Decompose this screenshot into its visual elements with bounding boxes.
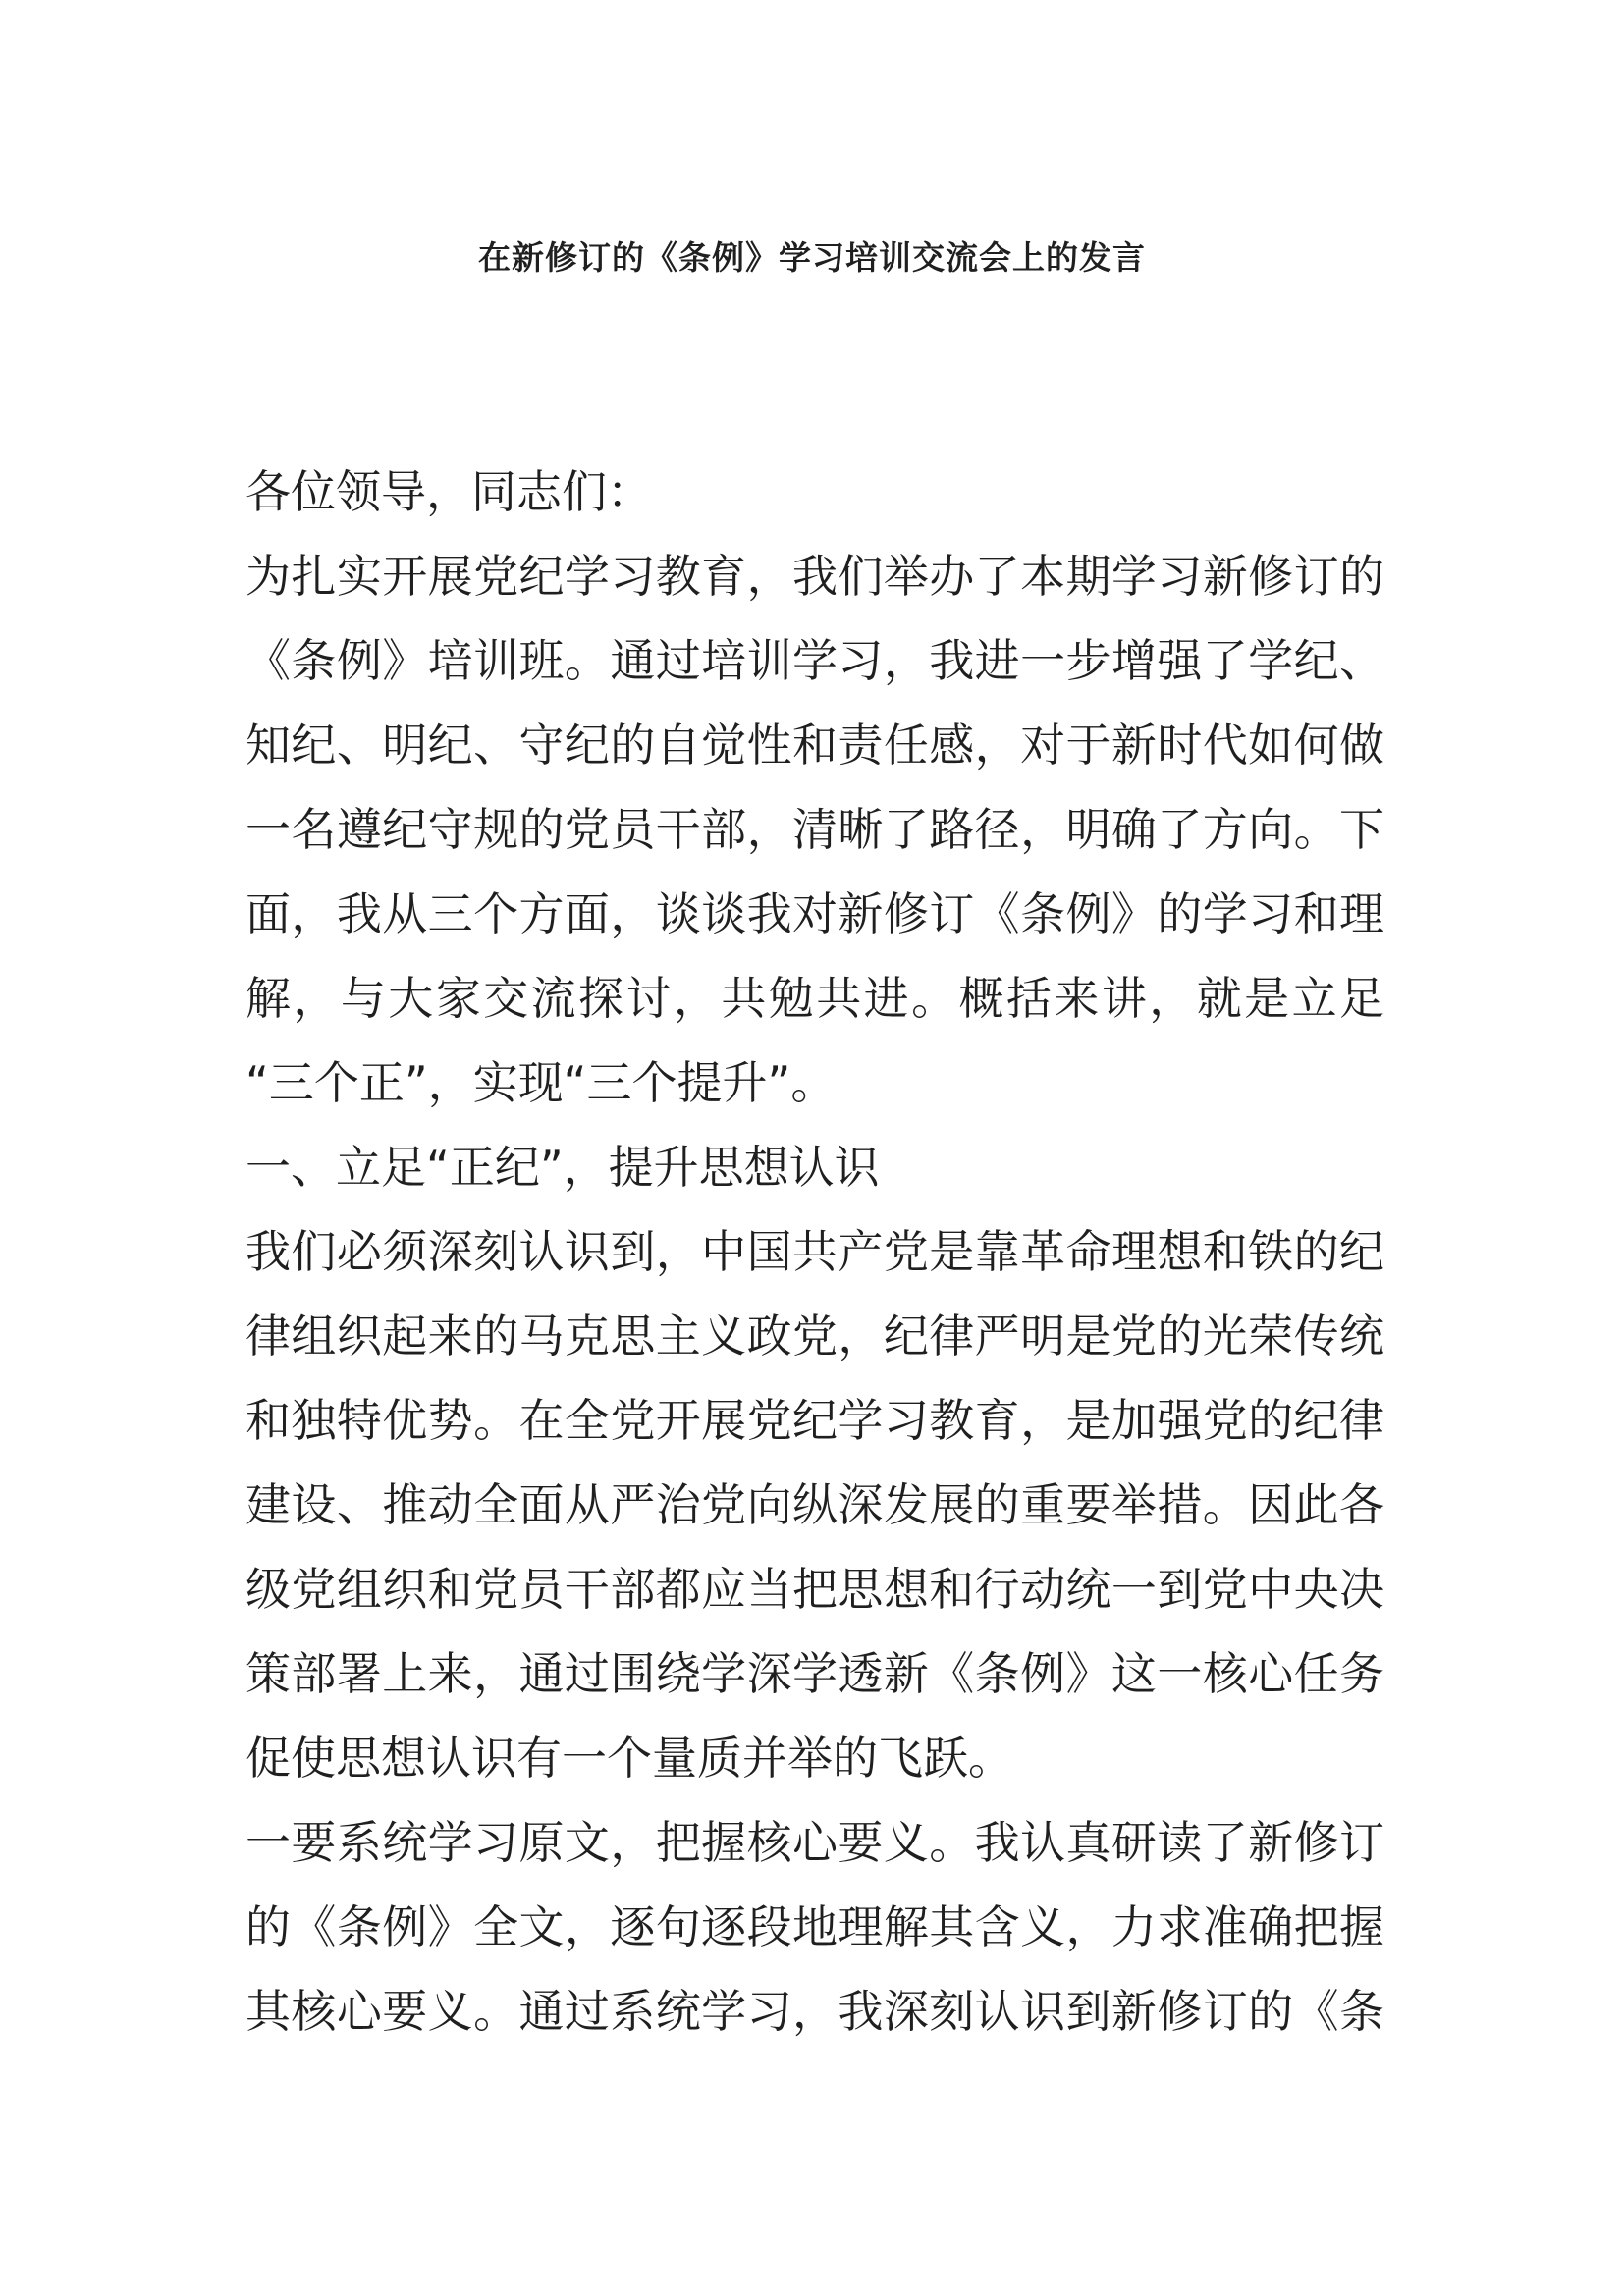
body-line: 解，与大家交流探讨，共勉共进。概括来讲，就是立足 <box>245 972 1384 1025</box>
body-line: 其核心要义。通过系统学习，我深刻认识到新修订的《条 <box>245 1985 1384 2038</box>
body-line: 级党组织和党员干部都应当把思想和行动统一到党中央决 <box>245 1563 1384 1616</box>
body-line: 律组织起来的马克思主义政党，纪律严明是党的光荣传统 <box>245 1309 1384 1362</box>
body-line: 我们必须深刻认识到，中国共产党是靠革命理想和铁的纪 <box>245 1225 1384 1278</box>
body-line: 《条例》培训班。通过培训学习，我进一步增强了学纪、 <box>245 634 1384 687</box>
salutation-line: 各位领导，同志们： <box>245 465 652 518</box>
body-line: 一要系统学习原文，把握核心要义。我认真研读了新修订 <box>245 1816 1384 1869</box>
body-line: 知纪、明纪、守纪的自觉性和责任感，对于新时代如何做 <box>245 719 1384 772</box>
body-line: 建设、推动全面从严治党向纵深发展的重要举措。因此各 <box>245 1478 1384 1531</box>
section-heading: 一、立足“正纪”，提升思想认识 <box>245 1141 880 1194</box>
body-line: 面，我从三个方面，谈谈我对新修订《条例》的学习和理 <box>245 887 1384 940</box>
body-line: 策部署上来，通过围绕学深学透新《条例》这一核心任务 <box>245 1647 1384 1700</box>
body-line: 的《条例》全文，逐句逐段地理解其含义，力求准确把握 <box>245 1900 1384 1953</box>
body-line: 为扎实开展党纪学习教育，我们举办了本期学习新修订的 <box>245 550 1384 603</box>
body-line: 和独特优势。在全党开展党纪学习教育，是加强党的纪律 <box>245 1394 1384 1447</box>
document-title: 在新修订的《条例》学习培训交流会上的发言 <box>478 239 1146 277</box>
body-line: 促使思想认识有一个量质并举的飞跃。 <box>245 1732 1013 1785</box>
body-line: “三个正”，实现“三个提升”。 <box>245 1056 837 1109</box>
body-line: 一名遵纪守规的党员干部，清晰了路径，明确了方向。下 <box>245 803 1384 856</box>
